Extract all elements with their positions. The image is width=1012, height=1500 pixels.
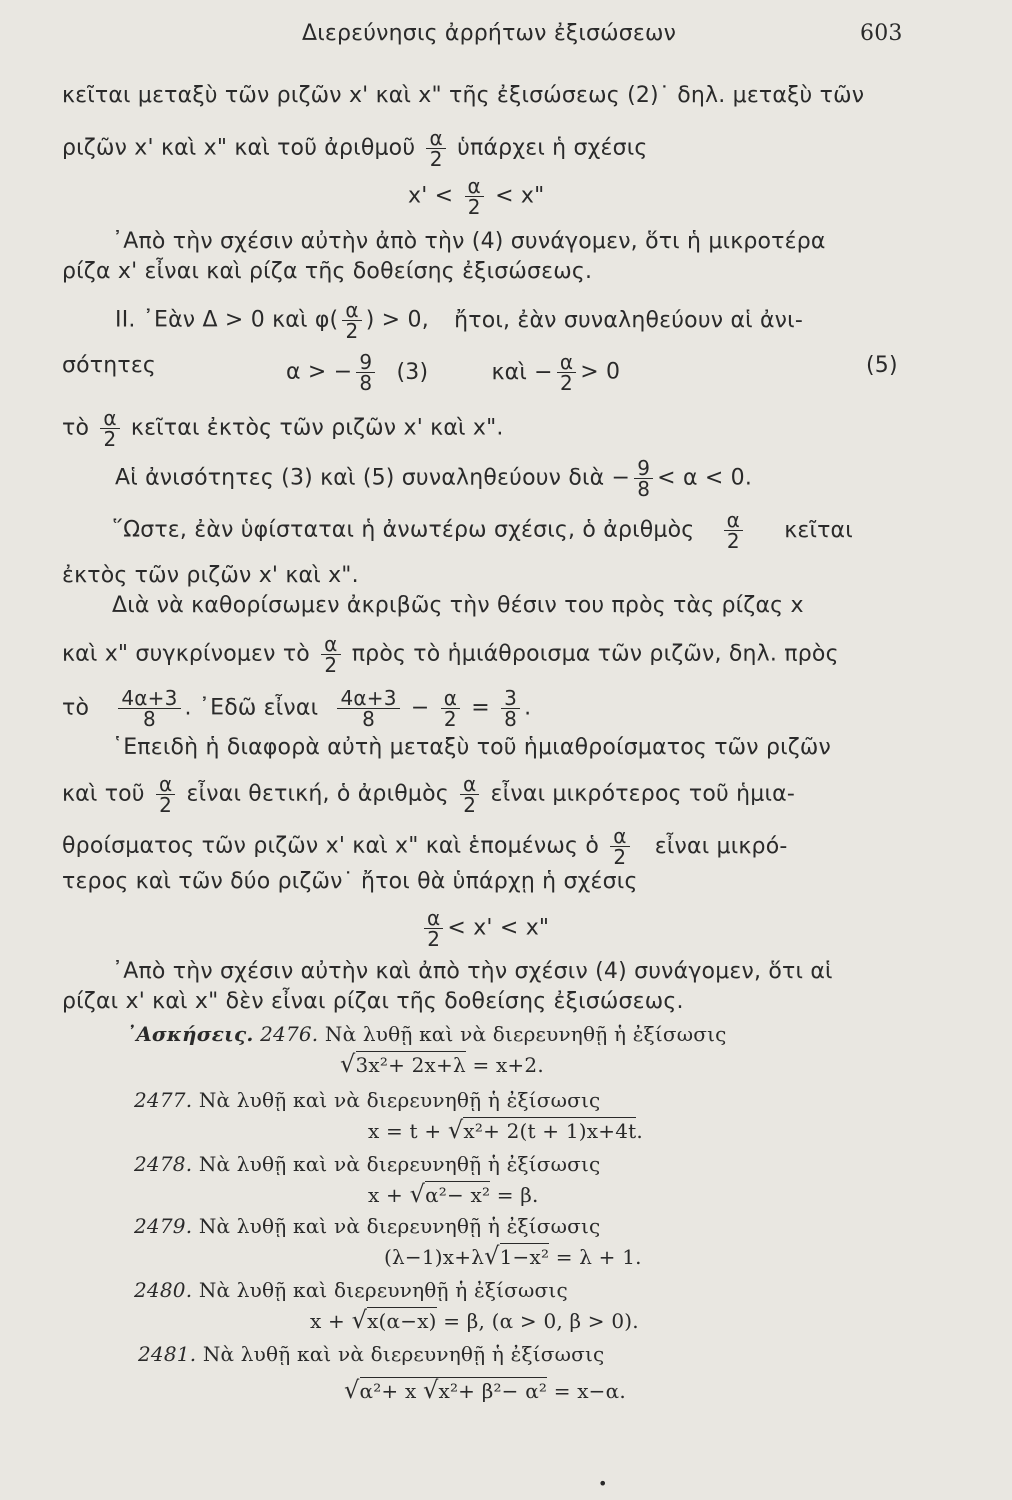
text: ) > 0, — [365, 307, 429, 333]
line-15: ῾Επειδὴ ἡ διαφορὰ αὐτὴ μεταξὺ τοῦ ἡμιαθροίσματος τῶν ριζῶν — [112, 735, 832, 760]
radical-sign: √ — [344, 1376, 360, 1404]
numerator: α — [424, 908, 443, 929]
equation-lhs: x = t + — [368, 1119, 442, 1143]
text: = — [471, 695, 490, 721]
fraction-9-over-8 — [356, 352, 375, 393]
denominator: 2 — [467, 195, 481, 219]
text: θροίσματος τῶν ριζῶν x' καὶ x" καὶ ἑπομένως ὁ — [62, 833, 599, 859]
text: κεῖται — [784, 517, 853, 543]
radical-sign: √ — [422, 1376, 439, 1404]
numerator: 4α+3 — [118, 688, 180, 709]
equation-2478 — [368, 1180, 539, 1209]
text: > 0 — [580, 359, 621, 385]
equation-rest: = λ + 1. — [555, 1245, 642, 1269]
fraction-a-over-2 — [426, 128, 445, 169]
denominator: 2 — [159, 793, 173, 817]
exercise-2479 — [134, 1212, 600, 1240]
fraction-a-over-2 — [342, 300, 361, 341]
denominator: 8 — [637, 477, 651, 501]
exercise-2477 — [134, 1086, 600, 1114]
fraction-4a-plus-3-over-8 — [118, 688, 180, 729]
numerator: 3 — [501, 688, 520, 709]
text: ριζῶν x' καὶ x" καὶ τοῦ ἀριθμοῦ — [62, 135, 416, 161]
equation-2477 — [368, 1116, 643, 1145]
exercise-text: Νὰ λυθῇ καὶ νὰ διερευνηθῇ ἡ ἐξίσωσις — [198, 1152, 601, 1176]
exercise-text: Νὰ λυθῇ καὶ νὰ διερευνηθῇ ἡ ἐξίσωσις — [324, 1022, 727, 1046]
fraction-a-over-2 — [156, 774, 175, 815]
line-12: Διὰ νὰ καθορίσωμεν ἀκριβῶς τὴν θέσιν του πρὸς τὰς ρίζας x — [112, 593, 804, 618]
denominator: 8 — [504, 707, 518, 731]
equation-rest: = x−α. — [553, 1379, 626, 1403]
exercise-text: Νὰ λυθῇ καὶ νὰ διερευνηθῇ ἡ ἐξίσωσις — [198, 1214, 601, 1238]
fraction-a-over-2 — [724, 510, 743, 551]
denominator: 2 — [429, 147, 443, 171]
exercise-number: 2478. — [134, 1152, 193, 1176]
fraction-a-over-2 — [441, 688, 460, 729]
equation-2476 — [340, 1050, 544, 1079]
radicand-part: α²+ x — [359, 1379, 417, 1403]
exercise-number: 2481. — [138, 1342, 197, 1366]
denominator: 2 — [726, 529, 740, 553]
line-7-label: σότητες — [62, 353, 157, 378]
footer-mark: • — [598, 1474, 608, 1493]
text: κεῖται ἐκτὸς τῶν ριζῶν x' καὶ x". — [130, 415, 504, 441]
denominator: 2 — [463, 793, 477, 817]
text: < x" — [495, 183, 545, 209]
exercise-2480 — [134, 1276, 568, 1304]
numerator: α — [465, 176, 484, 197]
equation-2481 — [344, 1376, 626, 1405]
numerator: α — [321, 634, 340, 655]
equation-lhs: (λ−1)x+λ — [384, 1245, 485, 1269]
text: x' < — [408, 183, 454, 209]
text: Αἱ ἀνισότητες (3) καὶ (5) συναληθεύουν διὰ − — [115, 465, 631, 491]
equation-end: . — [636, 1119, 643, 1143]
exercise-number: 2479. — [134, 1214, 193, 1238]
line-16 — [62, 774, 795, 815]
numerator: 9 — [634, 458, 653, 479]
fraction-9-over-8 — [634, 458, 653, 499]
radicand: x²+ 2(t + 1)x+4t — [463, 1119, 637, 1143]
numerator: α — [156, 774, 175, 795]
denominator: 2 — [103, 427, 117, 451]
text: < x' < x" — [447, 915, 550, 941]
text: ῞Ωστε, ἐὰν ὑφίσταται ἡ ἀνωτέρω σχέσις, ὁ ἀριθμὸς — [112, 517, 695, 543]
text: . ᾽Εδῶ εἶναι — [184, 695, 319, 721]
radicand: 1−x² — [499, 1245, 550, 1269]
fraction-a-over-2 — [557, 352, 576, 393]
line-10 — [112, 510, 853, 551]
inner-radicand: x²+ β²− α² — [438, 1379, 548, 1403]
radicand: 3x²+ 2x+λ — [355, 1053, 466, 1077]
text: πρὸς τὸ ἡμιάθροισμα τῶν ριζῶν, δηλ. πρὸς — [351, 641, 839, 667]
line-14 — [62, 688, 531, 729]
exercise-2476 — [126, 1020, 727, 1048]
numerator: 9 — [356, 352, 375, 373]
text: εἶναι θετική, ὁ ἀριθμὸς — [186, 781, 449, 807]
denominator: 2 — [427, 927, 441, 951]
radical-sign: √ — [351, 1306, 368, 1334]
exercise-text: Νὰ λυθῇ καὶ νὰ διερευνηθῇ ἡ ἐξίσωσις — [202, 1342, 605, 1366]
line-20: ᾽Απὸ τὴν σχέσιν αὐτὴν καὶ ἀπὸ τὴν σχέσιν (4) συνάγομεν, ὅτι αἱ — [112, 959, 833, 984]
text: ἤτοι, ἐὰν συναληθεύουν αἱ ἀνι- — [454, 307, 803, 333]
equation-2480 — [310, 1306, 639, 1335]
denominator: 8 — [359, 371, 373, 395]
denominator: 2 — [345, 319, 359, 343]
line-4: ᾽Απὸ τὴν σχέσιν αὐτὴν ἀπὸ τὴν (4) συνάγομεν, ὅτι ἡ μικροτέρα — [112, 229, 826, 254]
line-17 — [62, 826, 788, 867]
numerator: α — [100, 408, 119, 429]
denominator: 2 — [560, 371, 573, 395]
denominator: 8 — [142, 707, 156, 731]
text: καὶ x" συγκρίνομεν τὸ — [62, 641, 310, 667]
text: . — [524, 695, 532, 721]
exercise-number: 2477. — [134, 1088, 193, 1112]
line-3-inequality — [408, 176, 544, 217]
text: − — [410, 695, 430, 721]
denominator: 2 — [613, 845, 627, 869]
line-9 — [115, 458, 752, 499]
fraction-a-over-2 — [465, 176, 484, 217]
line-8 — [62, 408, 504, 449]
numerator: 4α+3 — [337, 688, 399, 709]
line-1: κεῖται μεταξὺ τῶν ριζῶν x' καὶ x" τῆς ἐξισώσεως (2)˙ δηλ. μεταξὺ τῶν — [62, 83, 865, 108]
text: ὑπάρχει ἡ σχέσις — [457, 135, 648, 161]
fraction-a-over-2 — [321, 634, 340, 675]
denominator: 2 — [443, 707, 457, 731]
equation-2479 — [384, 1242, 642, 1271]
radical-sign: √ — [340, 1050, 356, 1078]
line-6 — [115, 300, 803, 341]
numerator: α — [724, 510, 743, 531]
line-18: τερος καὶ τῶν δύο ριζῶν˙ ἤτοι θὰ ὑπάρχῃ ἡ σχέσις — [62, 869, 638, 894]
text: καὶ τοῦ — [62, 781, 145, 807]
equation-lhs: x + — [310, 1309, 345, 1333]
line-7-inequalities — [286, 352, 620, 393]
outer-radicand — [360, 1377, 548, 1403]
fraction-a-over-2 — [424, 908, 443, 949]
fraction-4a-plus-3-over-8 — [337, 688, 399, 729]
text: α > − — [286, 359, 353, 385]
running-title: Διερεύνησις ἀρρήτων ἐξισώσεων — [302, 21, 677, 46]
exercise-text: Νὰ λυθῇ καὶ διερευνηθῇ ἡ ἐξίσωσις — [198, 1278, 568, 1302]
radical-sign: √ — [447, 1116, 464, 1144]
text: εἶναι μικρότερος τοῦ ἡμια- — [490, 781, 795, 807]
exercise-2478 — [134, 1150, 600, 1178]
text: καὶ − — [491, 359, 553, 385]
exercise-number: 2476. — [260, 1022, 319, 1046]
equation-lhs: x + — [368, 1183, 403, 1207]
fraction-3-over-8 — [501, 688, 520, 729]
exercises-heading: ᾽Ασκήσεις. — [126, 1022, 254, 1046]
radical-sign: √ — [409, 1180, 426, 1208]
equation-rest: = β, (α > 0, β > 0). — [443, 1309, 639, 1333]
fraction-a-over-2 — [460, 774, 479, 815]
radicand: x(α−x) — [367, 1309, 437, 1333]
line-11: ἐκτὸς τῶν ριζῶν x' καὶ x". — [62, 563, 359, 588]
equation-rest: = x+2. — [472, 1053, 544, 1077]
line-21: ρίζαι x' καὶ x" δὲν εἶναι ρίζαι τῆς δοθείσης ἐξισώσεως. — [62, 989, 684, 1014]
numerator: α — [441, 688, 460, 709]
fraction-a-over-2 — [100, 408, 119, 449]
exercise-number: 2480. — [134, 1278, 193, 1302]
numerator: α — [342, 300, 361, 321]
numerator: α — [426, 128, 445, 149]
exercise-2481 — [138, 1340, 604, 1368]
exercise-text: Νὰ λυθῇ καὶ νὰ διερευνηθῇ ἡ ἐξίσωσις — [198, 1088, 601, 1112]
text: < α < 0. — [657, 465, 753, 491]
fraction-a-over-2 — [610, 826, 629, 867]
numerator: α — [460, 774, 479, 795]
line-5: ρίζα x' εἶναι καὶ ρίζα τῆς δοθείσης ἐξισώσεως. — [62, 259, 593, 284]
equation-rest: = β. — [496, 1183, 539, 1207]
numerator: α — [610, 826, 629, 847]
numerator: α — [557, 352, 576, 373]
line-13 — [62, 634, 839, 675]
text: τὸ — [62, 415, 90, 441]
text: εἶναι μικρό- — [654, 833, 788, 859]
page-number: 603 — [860, 21, 903, 46]
line-2 — [62, 128, 648, 169]
denominator: 8 — [362, 707, 376, 731]
radicand: α²− x² — [425, 1183, 491, 1207]
equation-number-5: (5) — [866, 353, 898, 378]
text: II. ᾽Εὰν Δ > 0 καὶ φ( — [115, 307, 339, 333]
denominator: 2 — [324, 653, 338, 677]
text: τὸ — [62, 695, 90, 721]
text: (3) — [396, 359, 429, 385]
radical-sign: √ — [484, 1242, 500, 1270]
line-19-inequality — [420, 908, 549, 949]
